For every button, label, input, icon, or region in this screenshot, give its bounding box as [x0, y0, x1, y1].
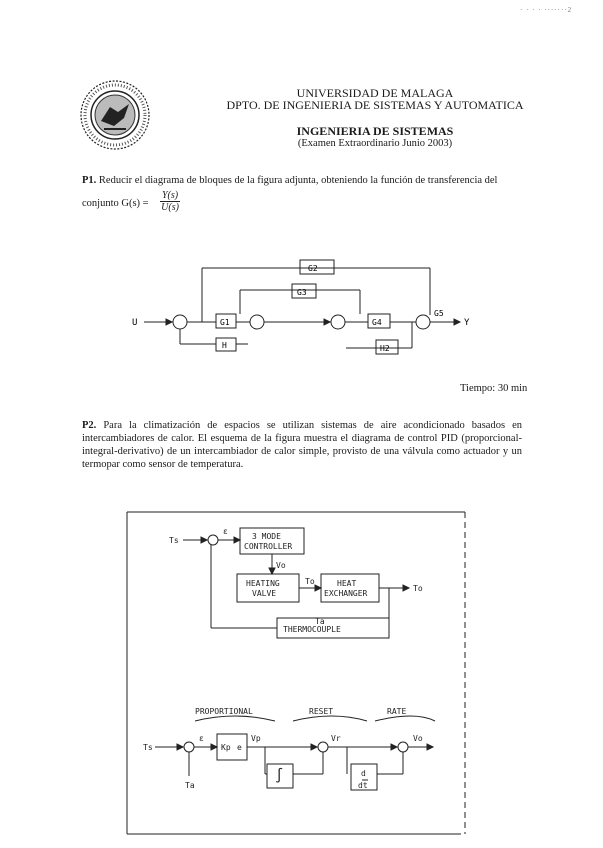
diagram2-vo-label: Vo: [276, 561, 286, 570]
vp-label: Vp: [251, 734, 261, 743]
diagram1-block-g2: G2: [308, 264, 318, 273]
vo-label: Vo: [413, 734, 423, 743]
reset-label: RESET: [309, 707, 334, 716]
problem-1-label: P1.: [82, 175, 97, 186]
diagram1-block-g1: G1: [220, 318, 230, 327]
department-name: DPTO. DE INGENIERIA DE SISTEMAS Y AUTOMATICA: [226, 98, 524, 112]
derivative-denominator: dt: [358, 781, 368, 790]
diagram2-ta-label: Ta: [315, 617, 325, 626]
exam-subtitle: (Examen Extraordinario Junio 2003): [297, 138, 453, 149]
rate-label: RATE: [387, 707, 407, 716]
pid-ts-label: Ts: [143, 743, 153, 752]
diagram1-block-g5: G5: [434, 309, 444, 318]
vr-label: Vr: [331, 734, 341, 743]
university-name: UNIVERSIDAD DE MALAGA: [296, 86, 454, 100]
course-title: INGENIERIA DE SISTEMAS: [296, 124, 454, 138]
problem-2-body: Para la climatización de espacios se utilizan sistemas de aire acondicionado basados en intercambiadores de calor. El esquema de la figura muestra el diagrama de control PID (proporcional-integral-derivativo) de un intercambiador de calor simple, provisto de una válvula como actuador y un termopar como sensor de temperatura.: [82, 420, 522, 470]
university-seal-logo: [74, 74, 156, 156]
pid-error-label: ε: [199, 734, 204, 743]
fraction-numerator: Y(s): [162, 190, 179, 201]
problem-1-text: [82, 174, 522, 187]
controller-block-line2: CONTROLLER: [244, 542, 293, 551]
diagram1-input-label: U: [132, 318, 138, 328]
pid-ta-label: Ta: [185, 781, 195, 790]
problem-1-time: Tiempo: 30 min: [460, 383, 528, 394]
kp-label: Kp: [221, 743, 231, 752]
diagram1-block-g4: G4: [372, 318, 382, 327]
fraction-denominator: U(s): [161, 202, 179, 213]
diagram2-output-label: To: [413, 584, 423, 593]
problem-1-text-line2: conjunto G(s) =: [82, 198, 149, 209]
controller-block-line1: 3 MODE: [252, 532, 281, 541]
diagram2-ts-label: Ts: [169, 536, 179, 545]
block-diagram-1: [130, 250, 480, 360]
valve-block-line2: VALVE: [252, 589, 277, 598]
problem-2-text: [82, 419, 522, 471]
valve-block-line1: HEATING: [246, 579, 280, 588]
diagram1-block-g3: G3: [297, 288, 307, 297]
derivative-numerator: d: [361, 769, 366, 778]
pid-diagram-frame: [125, 508, 470, 838]
diagram1-block-h2: H2: [380, 344, 390, 353]
kp-e-label: e: [237, 743, 242, 752]
exchanger-block-line1: HEAT: [337, 579, 357, 588]
proportional-label: PROPORTIONAL: [195, 707, 253, 716]
integral-block: ∫: [275, 768, 284, 784]
problem-1-body: Reducir el diagrama de bloques de la figura adjunta, obteniendo la función de transferencia del: [98, 175, 498, 186]
problem-2-label: P2.: [82, 420, 97, 431]
diagram1-block-h: H: [222, 341, 227, 350]
exchanger-block-line2: EXCHANGER: [324, 589, 368, 598]
diagram2-error-label: ε: [223, 527, 228, 536]
diagram1-output-label: Y: [464, 318, 470, 328]
transfer-function-fraction: [160, 190, 180, 213]
thermocouple-block: THERMOCOUPLE: [283, 625, 341, 634]
page-corner-mark: · · · · ·······2: [520, 6, 573, 14]
diagram2-to-in-label: To: [305, 577, 315, 586]
